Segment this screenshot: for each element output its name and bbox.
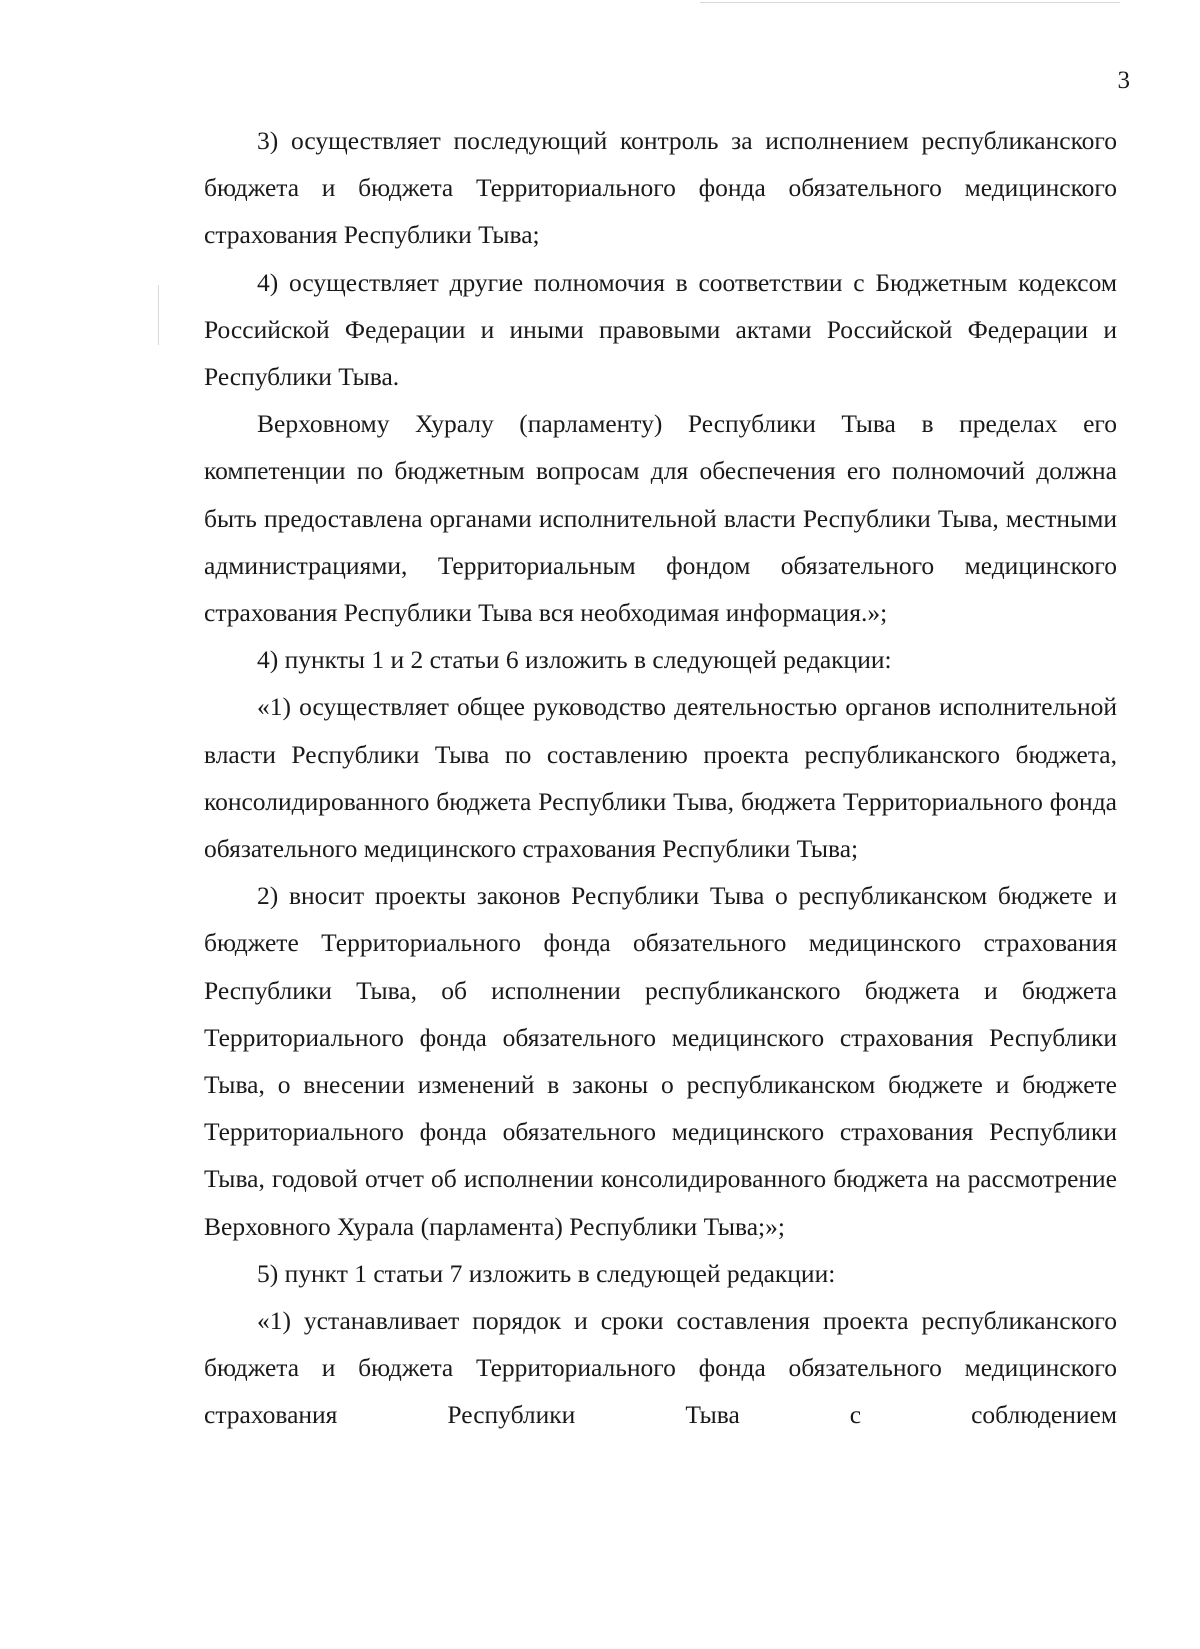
paragraph-article6-item-1: «1) осуществляет общее руководство деятельностью органов исполнительной власти Республики Тыва по составлению проекта республиканского бюджета, консолидированного бюджета Республики Тыва, бюджета Территориального фонда обязательного медицинского страхования Республики Тыва; <box>204 692 1117 864</box>
paragraph-article7-item-1: «1) устанавливает порядок и сроки составления проекта республиканского бюджета и бюджета Территориального фонда обязательного медицинского страхования Республики Тыва с соблюдением <box>204 1306 1117 1430</box>
scan-mark-left <box>158 285 159 345</box>
scan-mark-top <box>700 2 1120 3</box>
page-number: 3 <box>1117 67 1130 94</box>
paragraph-article6-item-2: 2) вносит проекты законов Республики Тыва о республиканском бюджете и бюджете Территориального фонда обязательного медицинского страхования Республики Тыва, об исполнении республиканского бюджета и бюджета Территориального фонда обязательного медицинского страхования Республики Тыва, о внесении изменений в законы о республиканском бюджете и бюджете Территориального фонда обязательного медицинского страхования Республики Тыва, годовой отчет об исполнении консолидированного бюджета на рассмотрение Верховного Хурала (парламента) Республики Тыва;»; <box>204 881 1117 1241</box>
paragraph-item-3: 3) осуществляет последующий контроль за исполнением республиканского бюджета и бюджета Территориального фонда обязательного медицинского страхования Республики Тыва; <box>204 126 1117 250</box>
paragraph-item-4: 4) осуществляет другие полномочия в соответствии с Бюджетным кодексом Российской Федерации и иными правовыми актами Российской Федерации и Республики Тыва. <box>204 267 1117 392</box>
paragraph-amendment-4: 4) пункты 1 и 2 статьи 6 изложить в следующей редакции: <box>257 645 892 675</box>
paragraph-amendment-5: 5) пункт 1 статьи 7 изложить в следующей редакции: <box>257 1258 836 1288</box>
paragraph-info-requirement: Верховному Хуралу (парламенту) Республики Тыва в пределах его компетенции по бюджетным вопросам для обеспечения его полномочий должна быть предоставлена органами исполнительной власти Республики Тыва, местными администрациями, Территориальным фондом обязательного медицинского страхования Республики Тыва вся необходимая информация.»; <box>204 409 1117 628</box>
document-body <box>204 117 1117 1439</box>
